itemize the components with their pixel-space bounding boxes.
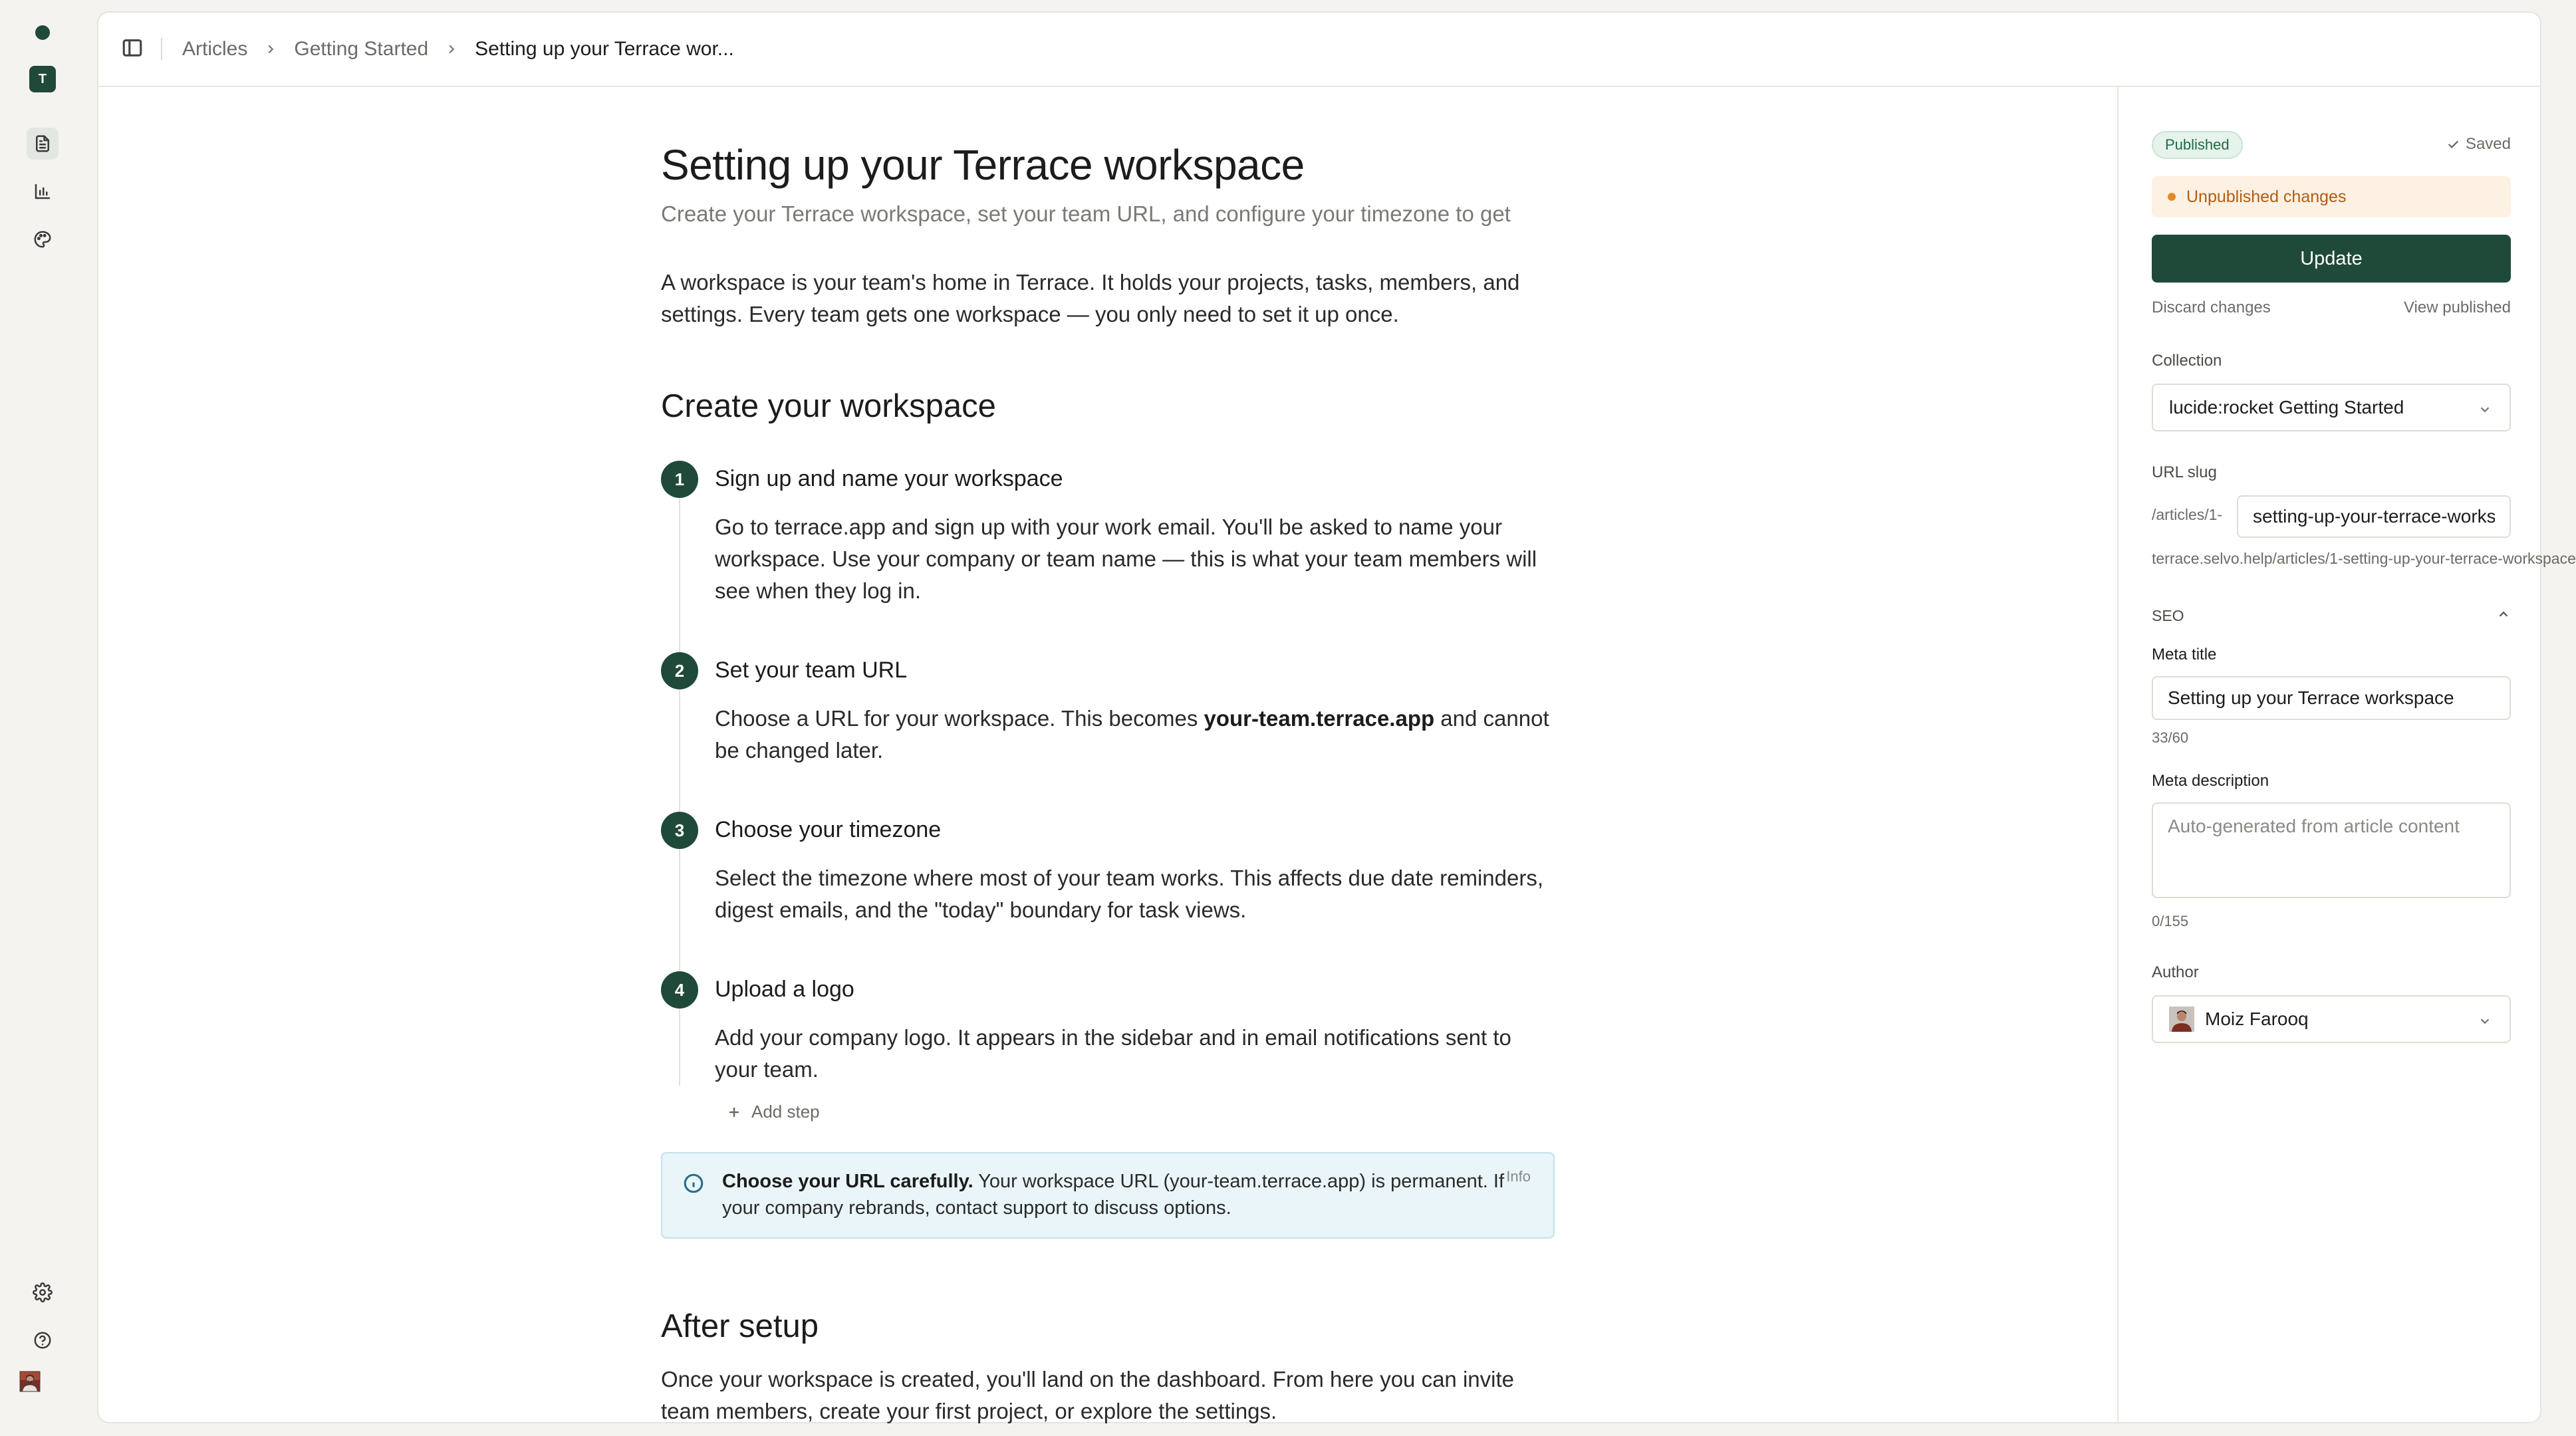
discard-changes-link[interactable]: Discard changes (2152, 299, 2271, 316)
article-settings-sidebar (2117, 87, 2576, 1425)
collection-select[interactable] (2152, 384, 2511, 431)
plus-icon (726, 1104, 742, 1120)
info-callout[interactable] (661, 1152, 1555, 1239)
palette-icon[interactable] (27, 223, 59, 255)
breadcrumb-collection[interactable]: Getting Started (294, 38, 429, 60)
chevron-up-icon (2496, 607, 2511, 622)
chevron-down-icon (2478, 1014, 2492, 1028)
app-rail (0, 0, 97, 1436)
article-title[interactable]: Setting up your Terrace workspace (661, 141, 1305, 189)
author-avatar (2169, 1007, 2194, 1032)
update-button[interactable]: Update (2152, 235, 2511, 283)
step-title[interactable]: Choose your timezone (715, 817, 942, 842)
step-body[interactable]: Select the timezone where most of your team works. This affects due date reminders, digest emails, and the "today" boundary for task views. (715, 866, 1544, 922)
saved-label: Saved (2465, 135, 2511, 153)
meta-title-counter: 33/60 (2152, 729, 2189, 746)
main-panel (97, 11, 2576, 1423)
add-step-label: Add step (751, 1102, 820, 1122)
article-intro[interactable]: A workspace is your team's home in Terrace. It holds your projects, tasks, members, and settings. Every team gets one workspace — you only need to set it up once. (661, 270, 1520, 326)
collection-label: Collection (2152, 352, 2222, 370)
step-number: 3 (661, 812, 698, 849)
seo-section-toggle[interactable] (2152, 607, 2511, 625)
step-number: 2 (661, 652, 698, 689)
callout-body: Your workspace URL (your-team.terrace.app) is permanent. If your company rebrands, contact support to discuss options. (722, 1171, 1505, 1219)
sidebar-toggle-icon[interactable] (121, 37, 144, 62)
callout-text (722, 1168, 1507, 1221)
chevron-down-icon (2478, 402, 2492, 417)
status-badge: Published (2152, 131, 2243, 159)
step-title[interactable]: Set your team URL (715, 658, 908, 683)
chevron-right-icon (444, 42, 459, 57)
step-body-text: Choose a URL for your workspace. This becomes (715, 706, 1204, 731)
url-slug-label: URL slug (2152, 463, 2217, 481)
unpublished-label: Unpublished changes (2186, 187, 2347, 206)
check-icon (2446, 137, 2460, 152)
meta-description-input[interactable] (2152, 802, 2511, 898)
meta-description-counter: 0/155 (2152, 913, 2189, 929)
gear-icon[interactable] (27, 1276, 59, 1308)
step-number: 1 (661, 461, 698, 498)
app-logo[interactable] (35, 25, 50, 40)
step-body[interactable]: Go to terrace.app and sign up with your work email. You'll be asked to name your workspace. Use your company or team name — this is what your team members will see when they log in. (715, 515, 1537, 603)
article-paragraph[interactable]: Once your workspace is created, you'll land on the dashboard. From here you can invite team members, create your first project, or explore the settings. (661, 1367, 1514, 1423)
author-label: Author (2152, 963, 2199, 981)
callout-bold: Choose your URL carefully. (722, 1171, 973, 1192)
step-title[interactable]: Sign up and name your workspace (715, 466, 1063, 491)
step-body-text: and cannot be changed later. (715, 706, 1549, 763)
top-bar (98, 13, 2540, 87)
team-switcher[interactable]: T (29, 66, 56, 92)
step-connector (679, 498, 680, 654)
author-value: Moiz Farooq (2205, 1009, 2309, 1029)
info-icon (682, 1172, 705, 1195)
step-number: 4 (661, 971, 698, 1009)
meta-description-label: Meta description (2152, 772, 2269, 790)
chevron-right-icon (263, 42, 278, 57)
author-select[interactable] (2152, 995, 2511, 1043)
slug-prefix: /articles/1- (2152, 506, 2223, 523)
section-heading[interactable]: After setup (661, 1308, 819, 1344)
step-body[interactable] (715, 703, 1559, 767)
callout-type-tag[interactable]: Info (1506, 1168, 1531, 1185)
bar-chart-icon[interactable] (27, 176, 59, 207)
step-connector (679, 1009, 680, 1086)
step-title[interactable]: Upload a logo (715, 977, 854, 1002)
full-url-preview: terrace.selvo.help/articles/1-setting-up-your-terrace-workspace (2152, 550, 2576, 567)
file-text-icon[interactable] (27, 128, 59, 160)
step-body[interactable]: Add your company logo. It appears in the sidebar and in email notifications sent to your team. (715, 1025, 1511, 1082)
add-step-button[interactable] (726, 1102, 820, 1122)
help-circle-icon[interactable] (27, 1324, 59, 1356)
view-published-link[interactable]: View published (2403, 299, 2511, 316)
collection-value: lucide:rocket Getting Started (2169, 397, 2404, 418)
meta-title-label: Meta title (2152, 646, 2217, 663)
step-connector (679, 689, 680, 813)
article-subtitle[interactable]: Create your Terrace workspace, set your team URL, and configure your timezone to get (661, 201, 1511, 226)
user-avatar[interactable] (20, 1372, 64, 1415)
meta-title-input[interactable] (2152, 676, 2511, 720)
unpublished-changes-banner (2152, 176, 2511, 217)
seo-label: SEO (2152, 607, 2184, 624)
divider (161, 38, 162, 60)
step-connector (679, 849, 680, 973)
url-slug-input[interactable] (2237, 495, 2511, 538)
team-url-bold: your-team.terrace.app (1204, 706, 1435, 731)
breadcrumb-current: Setting up your Terrace wor... (475, 38, 734, 60)
save-status (2446, 135, 2511, 154)
warning-dot-icon (2168, 193, 2176, 201)
breadcrumb-articles[interactable]: Articles (182, 38, 248, 60)
section-heading[interactable]: Create your workspace (661, 388, 996, 424)
